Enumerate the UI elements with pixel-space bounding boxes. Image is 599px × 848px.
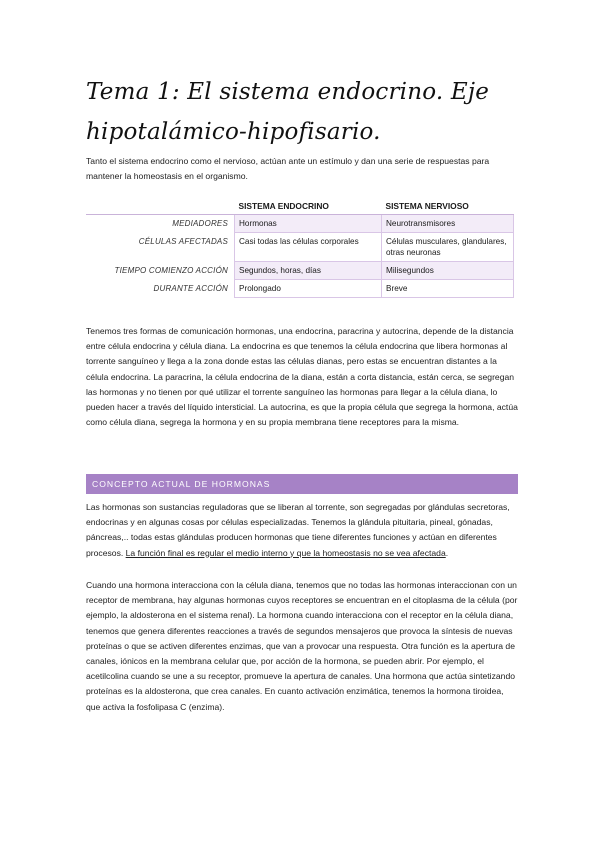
table-row (86, 262, 514, 280)
table-row (86, 215, 514, 233)
intro-paragraph: Tanto el sistema endocrino como el nervioso, actúan ante un estímulo y dan una serie de respuestas para mantener la homeostasis en el organismo. (86, 156, 490, 182)
cell-endocrino: Segundos, horas, días (235, 262, 382, 280)
section-heading: CONCEPTO ACTUAL DE HORMONAS (92, 479, 271, 489)
section-heading-band (86, 474, 518, 494)
cell-nervioso: Milisegundos (382, 262, 514, 280)
cell-nervioso: Células musculares, glandulares, otras neuronas (382, 233, 514, 262)
table-header-endocrino: SISTEMA ENDOCRINO (235, 198, 382, 215)
hormones-paragraph (86, 500, 518, 561)
row-label: TIEMPO COMIENZO ACCIÓN (114, 265, 228, 275)
cell-endocrino: Prolongado (235, 280, 382, 298)
row-label: DURANTE ACCIÓN (153, 283, 228, 293)
table-row (86, 280, 514, 298)
table-header-nervioso: SISTEMA NERVIOSO (382, 198, 514, 215)
table-row (86, 233, 514, 262)
page-title: Tema 1: El sistema endocrino. Eje hipotalámico-hipofisario. (86, 79, 490, 145)
table-header-empty (86, 198, 235, 215)
cell-endocrino: Hormonas (235, 215, 382, 233)
cell-nervioso: Neurotransmisores (382, 215, 514, 233)
receptor-paragraph: Cuando una hormona interacciona con la célula diana, tenemos que no todas las hormonas interaccionan con un receptor de membrana, hay algunas hormonas cuyos receptores se encuentran en el citoplasma de la célula (por ejemplo, la aldosterona en el sistema renal). La hormona cuando interacciona con el receptor en la célula diana, tenemos que genera diferentes reacciones a través de segundos mensajeros que provoca la síntesis de nuevas proteínas o que se activen diferentes enzimas, que van a provocar una respuesta. Otra función es la apertura de canales, iónicos en la membrana celular que, por acción de la hormona, se pueden abrir. Por ejemplo, el acetilcolina cuando se une a su receptor, promueve la apertura de canales. Una hormona que actúa sintetizando proteínas es la aldosterona, que crea canales. En cuanto activación enzimática, tenemos la hormona tiroidea, que activa la fosfolipasa C (enzima). (86, 580, 518, 712)
cell-endocrino: Casi todas las células corporales (235, 233, 382, 262)
communication-paragraph: Tenemos tres formas de comunicación hormonas, una endocrina, paracrina y autocrina, depende de la distancia entre célula endocrina y célula diana. La endocrina es que tenemos la célula endocrina que libera hormonas al torrente sanguíneo y llega a la zona donde estas las células dianas, pero estas se encuentran distantes a la célula endocrina. La paracrina, la célula endocrina de la diana, están a corta distancia, están cerca, se segregan las hormonas y no tienen por qué utilizar el torrente sanguíneo las hormonas para llegar a la célula diana, lo pueden hacer a través del líquido intersticial. La autocrina, es que la propia célula que segrega la hormona, actúa como célula diana, segrega la hormona y en su propia membrana tiene receptores para la misma. (86, 326, 518, 428)
hormones-underlined-text: La función final es regular el medio interno y que la homeostasis no se vea afectada (125, 547, 446, 558)
comparison-table (86, 198, 514, 298)
row-label: MEDIADORES (172, 219, 228, 228)
hormones-text: Las hormonas son sustancias reguladoras que se liberan al torrente, son segregadas por glándulas secretoras, endocrinas y en algunas cosas por células especializadas. Tenemos la glándula pituitaria, pineal, gónadas, páncreas,.. todas estas glándulas producen hormonas que tiene diferentes funciones y actúan en diferentes procesos. (86, 502, 510, 558)
table-header-row (86, 198, 514, 215)
hormones-text-end: . (445, 547, 449, 558)
cell-nervioso: Breve (382, 280, 514, 298)
row-label: CÉLULAS AFECTADAS (138, 236, 228, 246)
